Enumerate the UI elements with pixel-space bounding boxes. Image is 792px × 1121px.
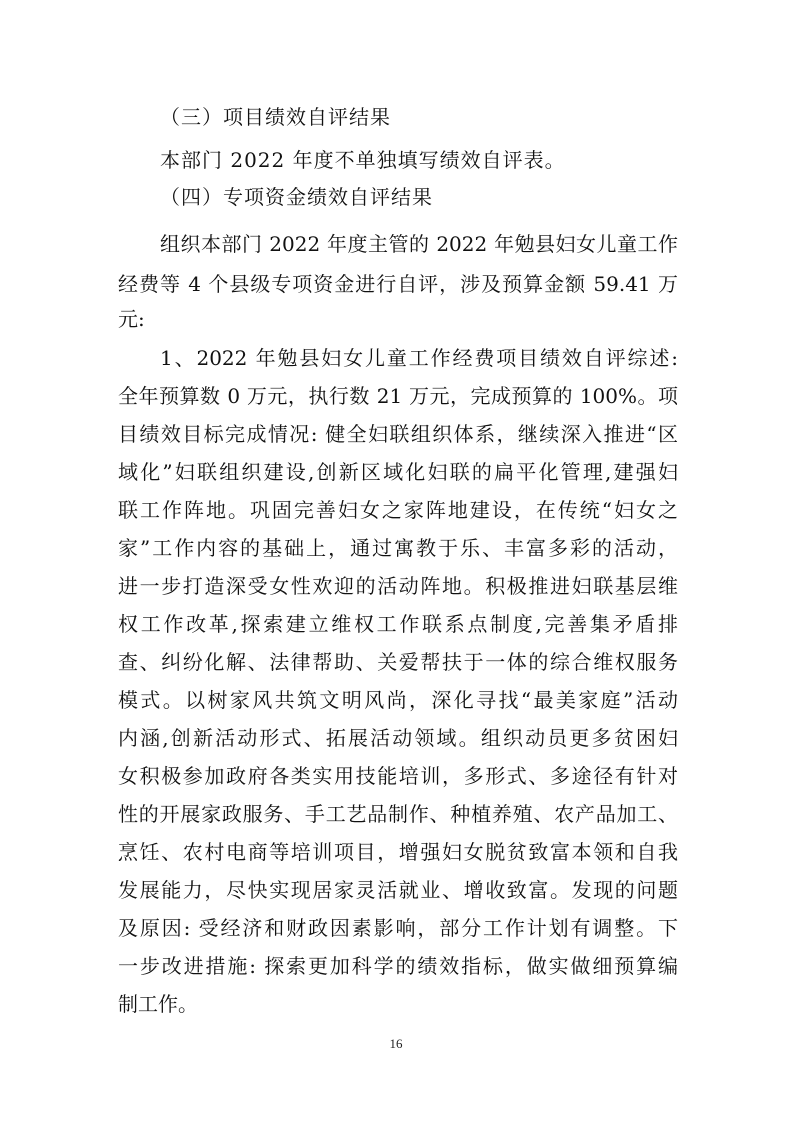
item1-line: 模式。以树家风共筑文明风尚，深化寻找“最美家庭”活动: [118, 688, 678, 712]
item1-line: 发展能力，尽快实现居家灵活就业、增收致富。发现的问题: [118, 878, 678, 902]
section4-heading: （四）专项资金绩效自评结果: [160, 185, 433, 209]
item1-line: 烹饪、农村电商等培训项目，增强妇女脱贫致富本领和自我: [118, 840, 678, 864]
intro-line: 元:: [118, 307, 145, 331]
item1-line: 1、2022 年勉县妇女儿童工作经费项目绩效自评综述:: [160, 346, 678, 370]
item1-line: 性的开展家政服务、手工艺品制作、种植养殖、农产品加工、: [118, 802, 678, 826]
item1-line: 全年预算数 0 万元，执行数 21 万元，完成预算的 100%。项: [118, 384, 678, 408]
item1-line: 女积极参加政府各类实用技能培训，多形式、多途径有针对: [118, 764, 678, 788]
section3-body: 本部门 2022 年度不单独填写绩效自评表。: [160, 148, 566, 172]
section3-heading: （三）项目绩效自评结果: [160, 105, 391, 129]
item1-line: 家”工作内容的基础上，通过寓教于乐、丰富多彩的活动，: [118, 536, 678, 560]
item1-line: 联工作阵地。巩固完善妇女之家阵地建设，在传统“妇女之: [118, 498, 678, 522]
item1-line: 内涵,创新活动形式、拓展活动领域。组织动员更多贫困妇: [118, 726, 678, 750]
item1-line: 权工作改革,探索建立维权工作联系点制度,完善集矛盾排: [118, 612, 678, 636]
item1-line: 进一步打造深受女性欢迎的活动阵地。积极推进妇联基层维: [118, 574, 678, 598]
item1-line: 查、纠纷化解、法律帮助、关爱帮扶于一体的综合维权服务: [118, 650, 678, 674]
intro-line: 经费等 4 个县级专项资金进行自评，涉及预算金额 59.41 万: [118, 272, 678, 296]
item1-line: 及原因: 受经济和财政因素影响，部分工作计划有调整。下: [118, 916, 678, 940]
item1-line: 域化”妇联组织建设,创新区域化妇联的扁平化管理,建强妇: [118, 460, 678, 484]
intro-line: 组织本部门 2022 年度主管的 2022 年勉县妇女儿童工作: [160, 232, 678, 256]
item1-line: 制工作。: [118, 992, 198, 1016]
page-number: 16: [389, 1036, 403, 1051]
item1-line: 目绩效目标完成情况: 健全妇联组织体系，继续深入推进“区: [118, 422, 678, 446]
item1-line: 一步改进措施: 探索更加科学的绩效指标，做实做细预算编: [118, 954, 678, 978]
